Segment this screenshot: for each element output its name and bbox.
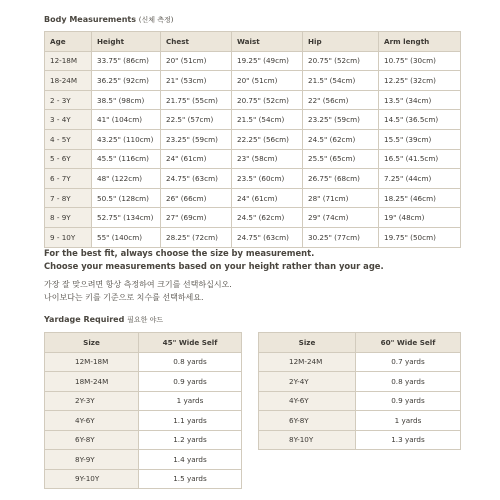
cell-arm-length: 7.25" (44cm) [379, 169, 461, 189]
table-row [45, 352, 242, 372]
cell-chest: 22.5" (57cm) [161, 110, 232, 130]
cell-chest: 24" (61cm) [161, 149, 232, 169]
fit-note-ko-line-1: 가장 잘 맞으려면 항상 측정하여 크기를 선택하십시오. [44, 280, 232, 289]
cell-waist: 19.25" (49cm) [232, 51, 303, 71]
cell-waist: 20" (51cm) [232, 71, 303, 91]
cell-yards: 0.7 yards [356, 352, 461, 372]
cell-yards: 0.8 yards [139, 352, 242, 372]
fit-note-line-2: Choose your measurements based on your height rather than your age. [44, 260, 384, 271]
table-row [45, 227, 461, 247]
cell-arm-length: 12.25" (32cm) [379, 71, 461, 91]
cell-hip: 28" (71cm) [303, 188, 379, 208]
header-waist: Waist [232, 32, 303, 52]
cell-chest: 20" (51cm) [161, 51, 232, 71]
cell-size: 2Y-3Y [45, 391, 139, 411]
cell-age: 12-18M [45, 51, 92, 71]
header-45-wide-self: 45" Wide Self [139, 333, 242, 353]
cell-age: 9 - 10Y [45, 227, 92, 247]
cell-yards: 1.2 yards [139, 430, 242, 450]
cell-waist: 20.75" (52cm) [232, 90, 303, 110]
cell-chest: 26" (66cm) [161, 188, 232, 208]
table-row [45, 391, 242, 411]
cell-height: 41" (104cm) [92, 110, 161, 130]
table-row [45, 208, 461, 228]
cell-age: 18-24M [45, 71, 92, 91]
cell-yards: 1.3 yards [356, 430, 461, 450]
table-header-row [45, 32, 461, 52]
table-row [259, 391, 461, 411]
cell-height: 43.25" (110cm) [92, 129, 161, 149]
yardage-table-60-wide [258, 332, 461, 450]
cell-size: 4Y-6Y [45, 411, 139, 431]
cell-hip: 20.75" (52cm) [303, 51, 379, 71]
cell-arm-length: 15.5" (39cm) [379, 129, 461, 149]
cell-age: 8 - 9Y [45, 208, 92, 228]
cell-waist: 22.25" (56cm) [232, 129, 303, 149]
header-height: Height [92, 32, 161, 52]
table-row [45, 129, 461, 149]
cell-hip: 21.5" (54cm) [303, 71, 379, 91]
body-measurements-title [44, 15, 174, 25]
cell-size: 9Y-10Y [45, 469, 139, 489]
cell-waist: 23.5" (60cm) [232, 169, 303, 189]
cell-arm-length: 14.5" (36.5cm) [379, 110, 461, 130]
table-row [45, 450, 242, 470]
table-row [259, 411, 461, 431]
cell-waist: 24.75" (63cm) [232, 227, 303, 247]
table-row [45, 469, 242, 489]
header-60-wide-self: 60" Wide Self [356, 333, 461, 353]
table-row [45, 110, 461, 130]
cell-chest: 23.25" (59cm) [161, 129, 232, 149]
table-row [45, 169, 461, 189]
fit-note-ko-line-2: 나이보다는 키를 기준으로 치수를 선택하세요. [44, 292, 204, 302]
cell-height: 52.75" (134cm) [92, 208, 161, 228]
body-measurements-table [44, 31, 461, 248]
cell-arm-length: 19.75" (50cm) [379, 227, 461, 247]
cell-height: 45.5" (116cm) [92, 149, 161, 169]
cell-size: 12M-24M [259, 352, 356, 372]
cell-size: 8Y-9Y [45, 450, 139, 470]
cell-height: 50.5" (128cm) [92, 188, 161, 208]
cell-yards: 1 yards [356, 411, 461, 431]
table-row [45, 430, 242, 450]
cell-age: 6 - 7Y [45, 169, 92, 189]
header-size: Size [259, 333, 356, 353]
table-header-row [45, 333, 242, 353]
cell-size: 8Y-10Y [259, 430, 356, 450]
cell-waist: 23" (58cm) [232, 149, 303, 169]
cell-arm-length: 10.75" (30cm) [379, 51, 461, 71]
fit-note-line-1: For the best fit, always choose the size by measurement. [44, 248, 315, 258]
fit-notes-english [44, 247, 384, 272]
cell-age: 3 - 4Y [45, 110, 92, 130]
cell-hip: 30.25" (77cm) [303, 227, 379, 247]
yardage-table-45-wide [44, 332, 242, 489]
cell-age: 2 - 3Y [45, 90, 92, 110]
yardage-45-rows [45, 352, 242, 489]
cell-hip: 26.75" (68cm) [303, 169, 379, 189]
cell-waist: 24" (61cm) [232, 188, 303, 208]
cell-height: 48" (122cm) [92, 169, 161, 189]
cell-arm-length: 19" (48cm) [379, 208, 461, 228]
cell-age: 5 - 6Y [45, 149, 92, 169]
cell-height: 38.5" (98cm) [92, 90, 161, 110]
table-row [259, 430, 461, 450]
cell-height: 36.25" (92cm) [92, 71, 161, 91]
cell-chest: 28.25" (72cm) [161, 227, 232, 247]
table-row [45, 372, 242, 392]
cell-arm-length: 16.5" (41.5cm) [379, 149, 461, 169]
yardage-title [44, 315, 163, 325]
cell-yards: 0.9 yards [356, 391, 461, 411]
yardage-title-text: Yardage Required [44, 315, 125, 324]
cell-chest: 21.75" (55cm) [161, 90, 232, 110]
cell-yards: 1 yards [139, 391, 242, 411]
cell-age: 4 - 5Y [45, 129, 92, 149]
cell-size: 4Y-6Y [259, 391, 356, 411]
cell-height: 55" (140cm) [92, 227, 161, 247]
header-arm-length: Arm length [379, 32, 461, 52]
cell-size: 2Y-4Y [259, 372, 356, 392]
body-measurements-rows [45, 51, 461, 247]
cell-yards: 0.9 yards [139, 372, 242, 392]
cell-yards: 1.1 yards [139, 411, 242, 431]
cell-yards: 1.5 yards [139, 469, 242, 489]
cell-size: 12M-18M [45, 352, 139, 372]
header-chest: Chest [161, 32, 232, 52]
yardage-title-sub: 필요한 야드 [127, 316, 164, 324]
header-age: Age [45, 32, 92, 52]
header-size: Size [45, 333, 139, 353]
cell-chest: 27" (69cm) [161, 208, 232, 228]
table-row [259, 372, 461, 392]
table-header-row [259, 333, 461, 353]
table-row [45, 411, 242, 431]
table-row [45, 90, 461, 110]
body-measurements-title-text: Body Measurements [44, 15, 136, 24]
yardage-60-rows [259, 352, 461, 450]
cell-chest: 21" (53cm) [161, 71, 232, 91]
cell-waist: 21.5" (54cm) [232, 110, 303, 130]
table-row [45, 188, 461, 208]
cell-hip: 25.5" (65cm) [303, 149, 379, 169]
cell-arm-length: 18.25" (46cm) [379, 188, 461, 208]
table-row [45, 71, 461, 91]
cell-height: 33.75" (86cm) [92, 51, 161, 71]
cell-chest: 24.75" (63cm) [161, 169, 232, 189]
table-row [45, 51, 461, 71]
table-row [259, 352, 461, 372]
cell-waist: 24.5" (62cm) [232, 208, 303, 228]
cell-hip: 23.25" (59cm) [303, 110, 379, 130]
cell-age: 7 - 8Y [45, 188, 92, 208]
cell-size: 6Y-8Y [45, 430, 139, 450]
cell-arm-length: 13.5" (34cm) [379, 90, 461, 110]
cell-size: 6Y-8Y [259, 411, 356, 431]
cell-hip: 22" (56cm) [303, 90, 379, 110]
cell-hip: 24.5" (62cm) [303, 129, 379, 149]
cell-size: 18M-24M [45, 372, 139, 392]
cell-yards: 1.4 yards [139, 450, 242, 470]
header-hip: Hip [303, 32, 379, 52]
cell-hip: 29" (74cm) [303, 208, 379, 228]
body-measurements-title-sub: (신체 측정) [138, 16, 174, 24]
fit-notes-korean [44, 279, 232, 304]
table-row [45, 149, 461, 169]
cell-yards: 0.8 yards [356, 372, 461, 392]
